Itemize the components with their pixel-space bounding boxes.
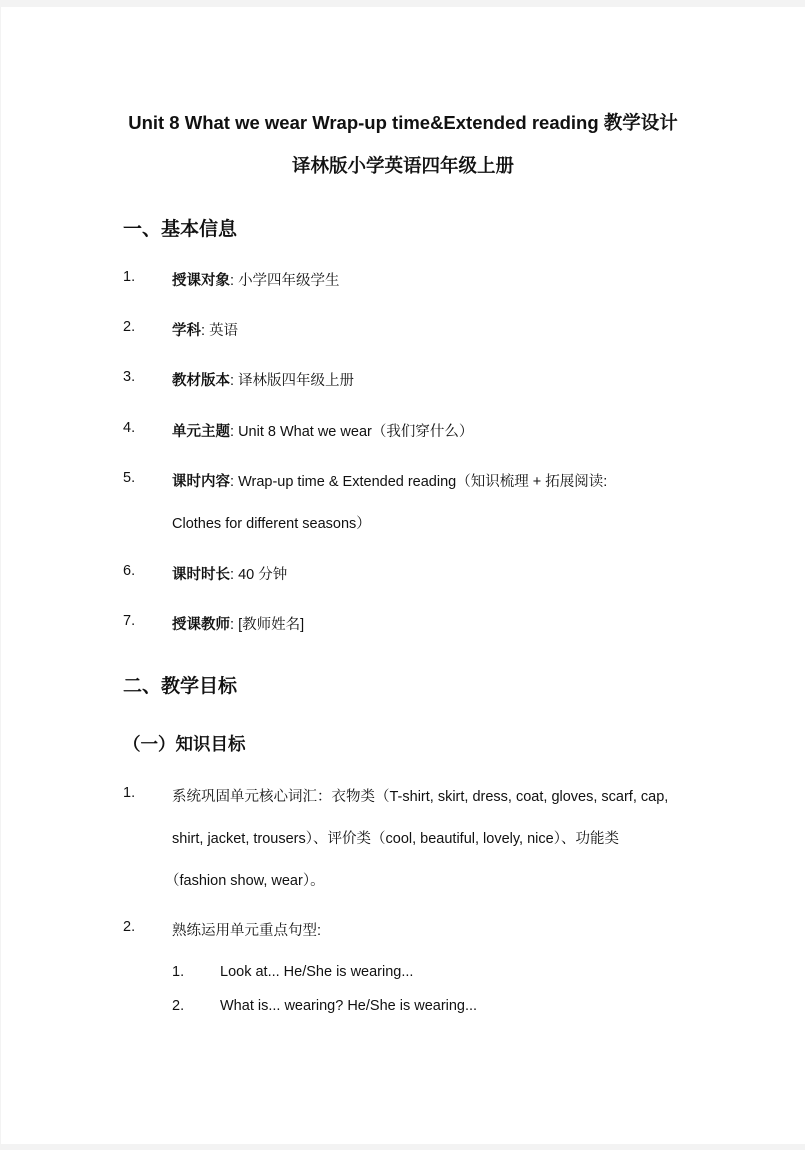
info-value: 英语 (209, 323, 239, 339)
info-label: 课时时长 (172, 567, 230, 583)
info-item-audience: 授课对象: 小学四年级学生 (172, 273, 340, 289)
list-number: 6. (123, 563, 136, 579)
goal-line: shirt, jacket, trousers）、评价类（cool, beautiful, lovely, nice）、功能类 (172, 831, 619, 847)
info-item-teacher: 授课教师: [教师姓名] (172, 617, 305, 633)
info-value-continued: Clothes for different seasons） (172, 516, 371, 532)
section-heading-teaching-goals: 二、教学目标 (123, 676, 238, 697)
list-number: 1. (123, 269, 136, 285)
info-value: 小学四年级学生 (238, 273, 340, 289)
info-value: 40 分钟 (238, 567, 288, 583)
goal-line: 熟练运用单元重点句型: (172, 923, 322, 939)
info-item-lesson-content: 课时内容: Wrap-up time & Extended reading（知识梳理 + 拓展阅读: (172, 474, 608, 490)
info-value: Unit 8 What we wear（我们穿什么） (238, 424, 474, 440)
sentence-pattern: What is... wearing? He/She is wearing... (220, 998, 478, 1014)
info-label: 教材版本 (172, 373, 230, 389)
info-item-textbook: 教材版本: 译林版四年级上册 (172, 373, 355, 389)
info-label: 课时内容 (172, 474, 230, 490)
info-item-subject: 学科: 英语 (172, 323, 239, 339)
document-title: Unit 8 What we wear Wrap-up time&Extended reading 教学设计 (128, 112, 678, 133)
info-item-duration: 课时时长: 40 分钟 (172, 567, 288, 583)
list-number: 7. (123, 613, 136, 629)
sublist-number: 2. (172, 998, 185, 1014)
sentence-pattern: Look at... He/She is wearing... (220, 964, 414, 980)
section-heading-basic-info: 一、基本信息 (123, 219, 238, 240)
list-number: 1. (123, 785, 136, 801)
subsection-heading-knowledge-goals: （一）知识目标 (123, 734, 246, 754)
list-number: 2. (123, 919, 136, 935)
info-label: 授课对象 (172, 273, 230, 289)
info-value: [教师姓名] (238, 617, 305, 633)
document-page (1, 7, 805, 1144)
info-value: 译林版四年级上册 (238, 373, 355, 389)
info-item-unit-theme: 单元主题: Unit 8 What we wear（我们穿什么） (172, 424, 474, 440)
list-number: 4. (123, 420, 136, 436)
info-label: 学科 (172, 323, 201, 339)
document-subtitle: 译林版小学英语四年级上册 (291, 155, 514, 176)
info-label: 单元主题 (172, 424, 230, 440)
sublist-number: 1. (172, 964, 185, 980)
list-number: 2. (123, 319, 136, 335)
info-value: Wrap-up time & Extended reading（知识梳理 + 拓展阅读: (238, 474, 608, 490)
list-number: 3. (123, 369, 136, 385)
info-label: 授课教师 (172, 617, 230, 633)
goal-line: （fashion show, wear）。 (165, 873, 325, 889)
list-number: 5. (123, 470, 136, 486)
goal-line: 系统巩固单元核心词汇：衣物类（T-shirt, skirt, dress, coat, gloves, scarf, cap, (172, 789, 669, 805)
